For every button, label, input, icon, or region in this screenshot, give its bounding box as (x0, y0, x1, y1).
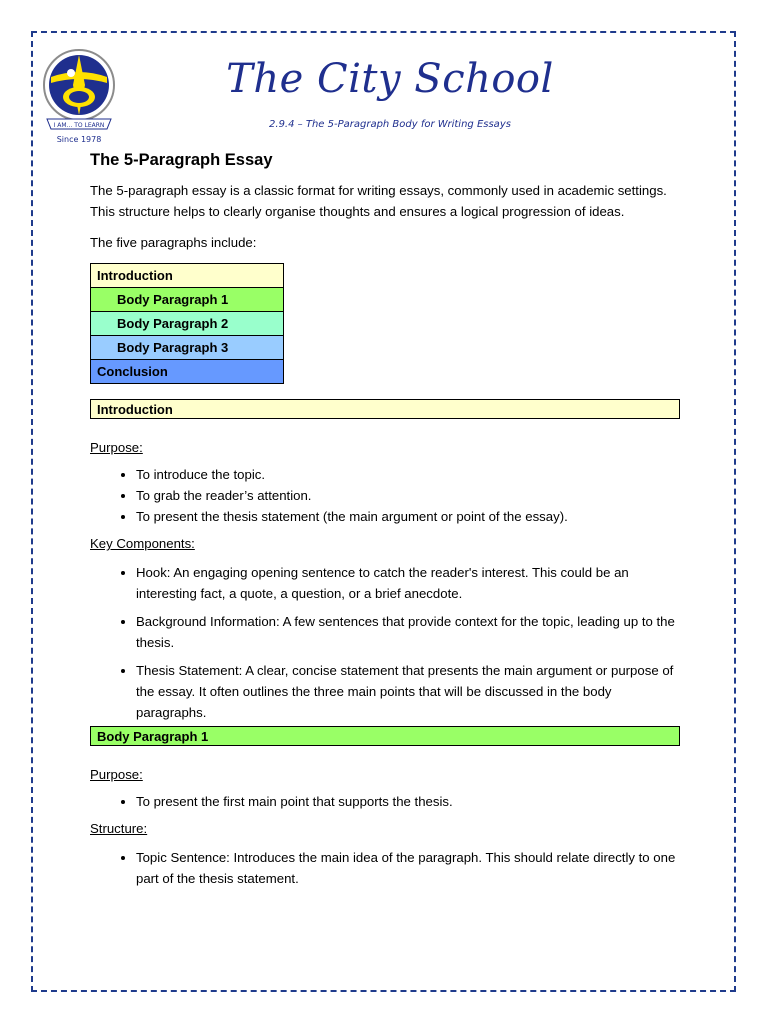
table-row (91, 312, 284, 336)
intro-purpose-list (90, 464, 680, 527)
school-logo (41, 47, 117, 145)
table-row (91, 288, 284, 312)
table-row (91, 336, 284, 360)
document-subtitle: 2.9.4 – The 5-Paragraph Body for Writing Essays (269, 119, 511, 130)
body1-purpose-list (90, 791, 680, 812)
page-title: The 5-Paragraph Essay (90, 151, 273, 169)
table-cell-body-2: Body Paragraph 2 (91, 312, 284, 336)
logo-since: Since 1978 (56, 135, 102, 144)
table-row (91, 360, 284, 384)
list-item: • To present the first main point that supports the thesis. (136, 791, 680, 812)
table-cell-body-3: Body Paragraph 3 (91, 336, 284, 360)
intro-paragraph: The 5-paragraph essay is a classic format for writing essays, commonly used in academic settings. This structure helps to clearly organise thoughts and ensures a logical progression of ideas. (90, 183, 667, 219)
main-content (90, 148, 680, 895)
intro-purpose-label: Purpose: (90, 440, 143, 455)
list-item: • Background Information: A few sentences that provide context for the topic, leading up to the thesis. (136, 611, 680, 653)
intro-key-components-label: Key Components: (90, 536, 195, 551)
paragraphs-table (90, 263, 284, 384)
body-paragraph-1-heading-bar: Body Paragraph 1 (90, 726, 680, 746)
logo-motto: I AM... TO LEARN (53, 122, 105, 129)
five-paragraphs-intro: The five paragraphs include: (90, 235, 257, 250)
list-item: • To present the thesis statement (the main argument or point of the essay). (136, 506, 680, 527)
body1-structure-label: Structure: (90, 821, 148, 836)
table-cell-introduction: Introduction (91, 264, 284, 288)
list-item: • To grab the reader’s attention. (136, 485, 680, 506)
body1-structure-list (90, 847, 680, 889)
list-item: • Thesis Statement: A clear, concise statement that presents the main argument or purpose of the essay. It often outlines the three main points that will be discussed in the body paragraphs. (136, 660, 680, 723)
school-name: The City School (226, 56, 554, 102)
list-item: • Topic Sentence: Introduces the main idea of the paragraph. This should relate directly to one part of the thesis statement. (136, 847, 680, 889)
table-cell-conclusion: Conclusion (91, 360, 284, 384)
introduction-heading-bar: Introduction (90, 399, 680, 419)
body1-purpose-label: Purpose: (90, 767, 143, 782)
table-cell-body-1: Body Paragraph 1 (91, 288, 284, 312)
list-item: • To introduce the topic. (136, 464, 680, 485)
list-item: • Hook: An engaging opening sentence to catch the reader's interest. This could be an interesting fact, a quote, a question, or a brief anecdote. (136, 562, 680, 604)
intro-key-components-list (90, 562, 680, 723)
table-row (91, 264, 284, 288)
